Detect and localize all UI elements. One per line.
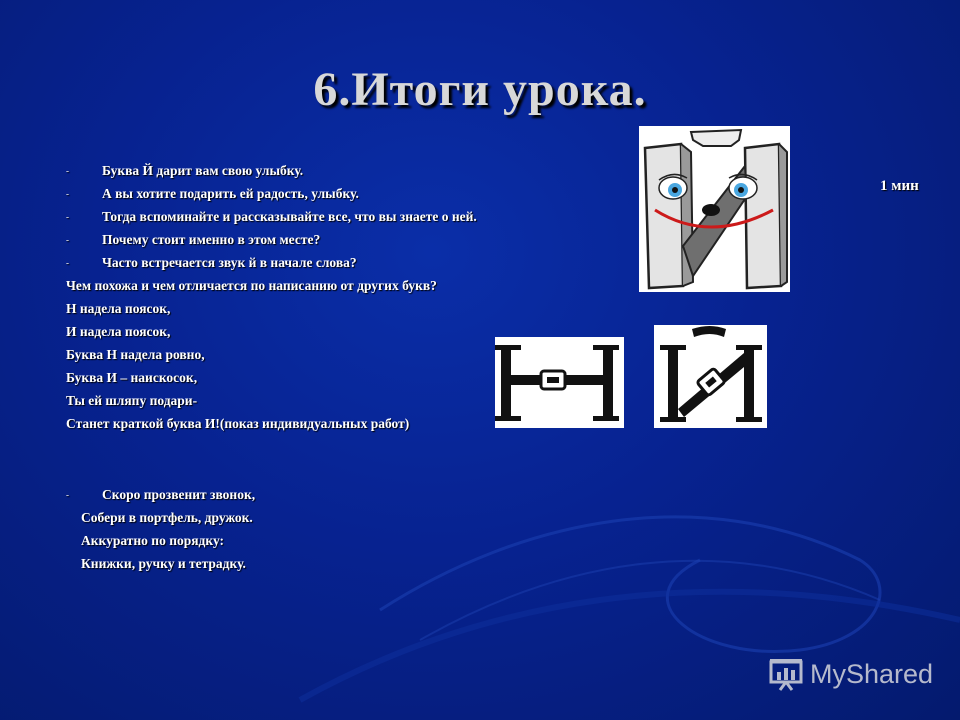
poem-line: И надела поясок, (66, 324, 171, 339)
myshared-watermark (768, 656, 933, 692)
bullet-marker: - (66, 189, 69, 199)
bullet-marker: - (66, 258, 69, 268)
poem-line: Собери в портфель, дружок. (81, 510, 253, 525)
list-item: - Почему стоит именно в этом месте? (66, 232, 321, 247)
letter-i-belt-image (654, 325, 767, 428)
poem-line: Станет краткой буква И!(показ индивидуальных работ) (66, 416, 410, 431)
poem-line: Аккуратно по порядку: (81, 533, 225, 548)
bullet-marker: - (66, 212, 69, 222)
bullet-marker: - (66, 490, 69, 500)
compare-question: Чем похожа и чем отличается по написанию от других букв? (66, 278, 437, 293)
bullet-marker: - (66, 235, 69, 245)
poem-line: Буква Н надела ровно, (66, 347, 205, 362)
poem-line: Н надела поясок, (66, 301, 171, 316)
list-item: - Буква Й дарит вам свою улыбку. (66, 163, 304, 178)
list-item: - Тогда вспоминайте и рассказывайте все, что вы знаете о ней. (66, 209, 477, 224)
lesson-summary-text (66, 162, 486, 578)
letter-n-belt-image (495, 337, 624, 428)
watermark-text: MyShared (810, 658, 934, 689)
presentation-icon (768, 656, 804, 692)
list-item: - Часто встречается звук й в начале слова? (66, 255, 357, 270)
poem-line: Книжки, ручку и тетрадку. (81, 556, 246, 571)
bullet-marker: - (66, 166, 69, 176)
poem-line: Ты ей шляпу подари- (66, 393, 198, 408)
smiling-letter-image (639, 126, 790, 292)
poem-line: Буква И – наискосок, (66, 370, 198, 385)
list-item: - А вы хотите подарить ей радость, улыбку. (66, 186, 359, 201)
slide-title: 6.Итоги урока. (313, 63, 647, 116)
time-label: 1 мин (880, 178, 919, 194)
list-item: - Скоро прозвенит звонок, (66, 487, 256, 502)
